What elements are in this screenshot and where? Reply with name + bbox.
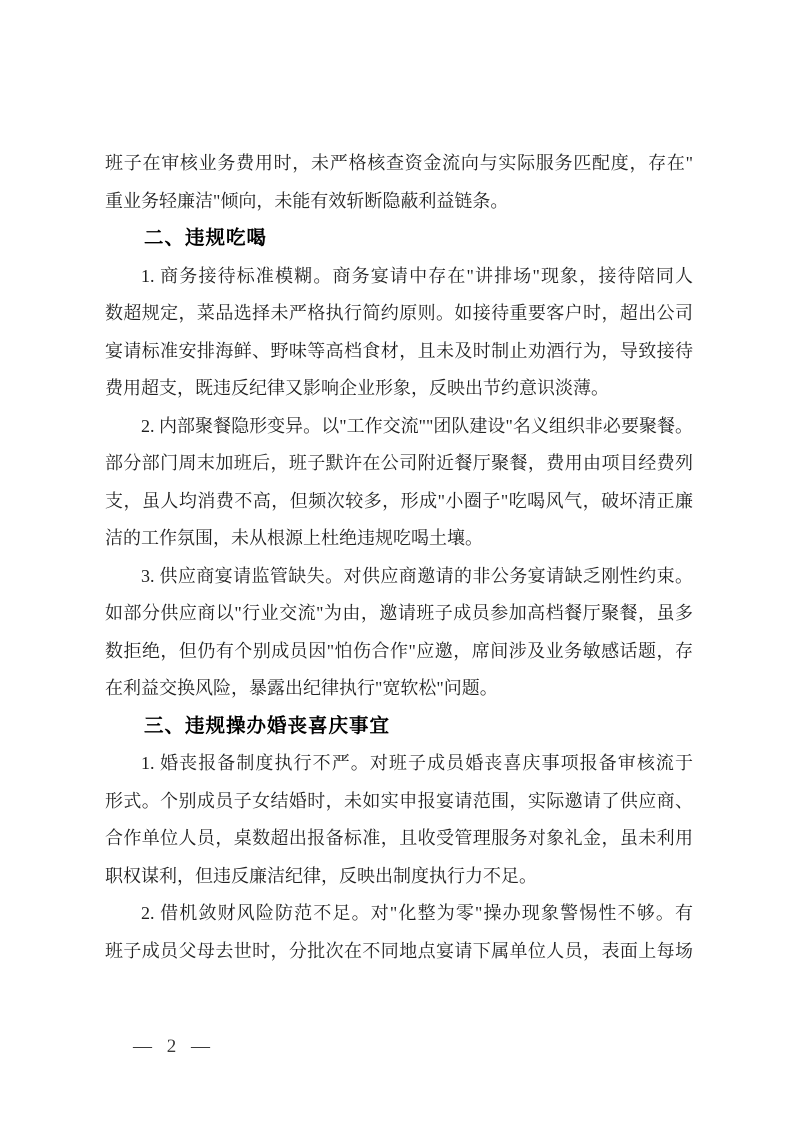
text-line: 2. 借机敛财风险防范不足。对"化整为零"操办现象警惕性不够。有 bbox=[141, 903, 693, 923]
text-line: 1. 商务接待标准模糊。商务宴请中存在"讲排场"现象，接待陪同人 bbox=[141, 265, 693, 286]
section-heading-2: 二、违规吃喝 bbox=[144, 227, 268, 249]
text-line: 部分部门周末加班后，班子默许在公司附近餐厅聚餐，费用由项目经费列 bbox=[105, 453, 693, 473]
text-line: 在利益交换风险，暴露出纪律执行"宽软松"问题。 bbox=[105, 678, 498, 698]
text-line: 职权谋利，但违反廉洁纪律，反映出制度执行力不足。 bbox=[105, 865, 537, 886]
text-line: 洁的工作氛围，未从根源上杜绝违规吃喝土壤。 bbox=[105, 528, 483, 548]
text-line: 班子成员父母去世时，分批次在不同地点宴请下属单位人员，表面上每场 bbox=[105, 940, 693, 961]
text-line: 2. 内部聚餐隐形变异。以"工作交流""团队建设"名义组织非必要聚餐。 bbox=[141, 415, 693, 436]
text-line: 3. 供应商宴请监管缺失。对供应商邀请的非公务宴请缺乏刚性约束。 bbox=[141, 565, 693, 586]
text-line: 1. 婚丧报备制度执行不严。对班子成员婚丧喜庆事项报备审核流于 bbox=[141, 753, 693, 773]
section-heading-3: 三、违规操办婚丧喜庆事宜 bbox=[144, 714, 391, 737]
text-line: 合作单位人员，桌数超出报备标准，且收受管理服务对象礼金，虽未利用 bbox=[105, 828, 693, 848]
text-line: 费用超支，既违反纪律又影响企业形象，反映出节约意识淡薄。 bbox=[105, 378, 609, 398]
text-line: 班子在审核业务费用时，未严格核查资金流向与实际服务匹配度，存在" bbox=[105, 153, 693, 173]
page-number: — 2 — bbox=[133, 1036, 210, 1057]
text-line: 数超规定，菜品选择未严格执行简约原则。如接待重要客户时，超出公司 bbox=[105, 303, 693, 323]
text-line: 重业务轻廉洁"倾向，未能有效斩断隐蔽利益链条。 bbox=[105, 190, 509, 211]
text-line: 宴请标准安排海鲜、野味等高档食材，且未及时制止劝酒行为，导致接待 bbox=[105, 340, 693, 361]
text-line: 如部分供应商以"行业交流"为由，邀请班子成员参加高档餐厅聚餐，虽多 bbox=[105, 603, 693, 623]
text-line: 支，虽人均消费不高，但频次较多，形成"小圈子"吃喝风气，破坏清正廉 bbox=[105, 490, 693, 511]
text-line: 数拒绝，但仍有个别成员因"怕伤合作"应邀，席间涉及业务敏感话题，存 bbox=[105, 640, 693, 661]
text-line: 形式。个别成员子女结婚时，未如实申报宴请范围，实际邀请了供应商、 bbox=[105, 790, 693, 811]
